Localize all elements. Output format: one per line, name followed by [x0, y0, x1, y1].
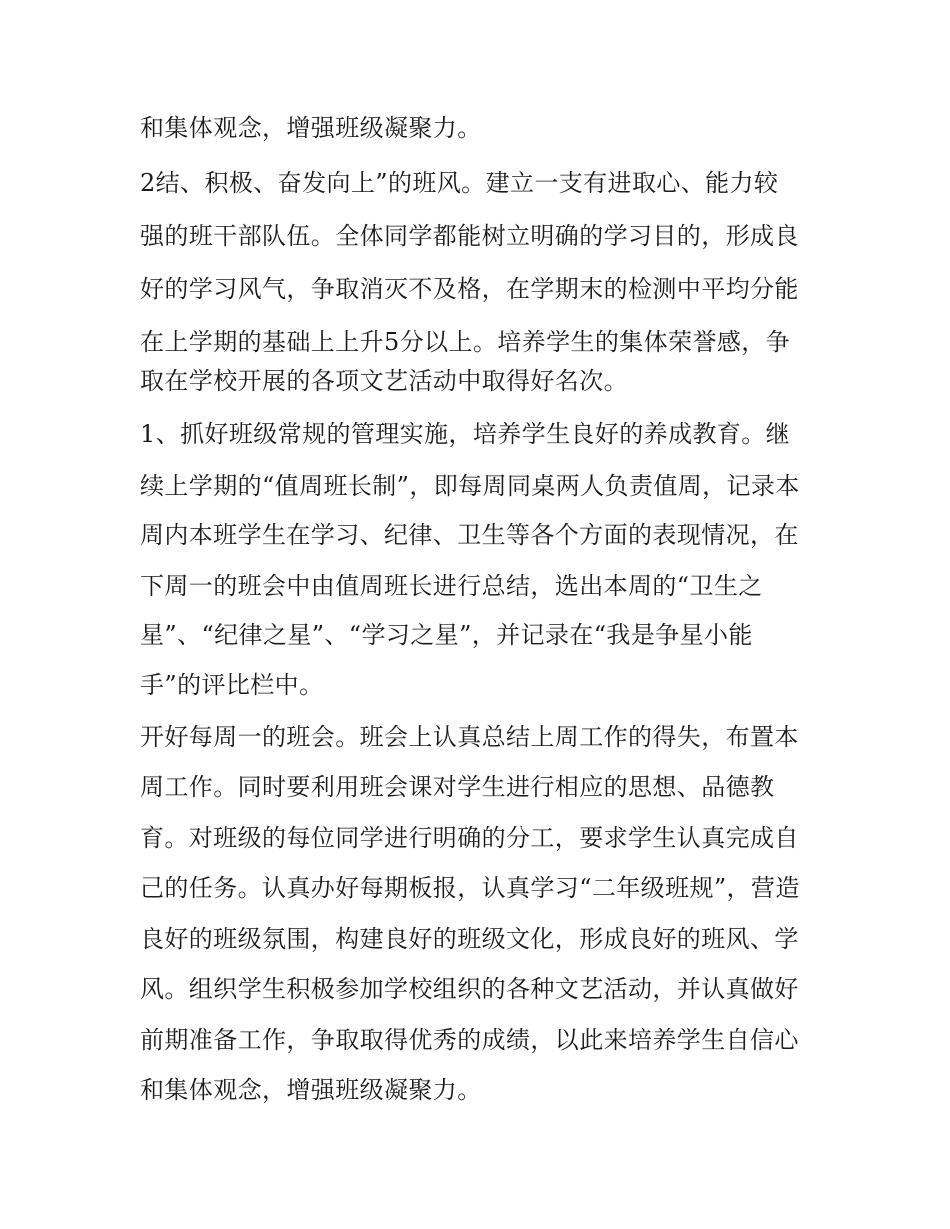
text-line: 前期准备工作，争取取得优秀的成绩，以此来培养学生自信心	[140, 1026, 799, 1054]
text-line: 己的任务。认真办好每期板报，认真学习“二年级班规”，营造	[140, 874, 800, 902]
text-line: 育。对班级的每位同学进行明确的分工，要求学生认真完成自	[140, 824, 799, 852]
text-line: 2结、积极、奋发向上”的班风。建立一支有进取心、能力较	[140, 169, 779, 197]
text-line: 手”的评比栏中。	[140, 671, 324, 699]
text-line: 风。组织学生积极参加学校组织的各种文艺活动，并认真做好	[140, 975, 799, 1003]
text-line: 和集体观念，增强班级凝聚力。	[140, 1076, 482, 1104]
text-line: 取在学校开展的各项文艺活动中取得好名次。	[140, 367, 628, 395]
text-line: 周工作。同时要利用班会课对学生进行相应的思想、品德教	[140, 773, 775, 801]
text-line: 和集体观念，增强班级凝聚力。	[140, 114, 482, 142]
text-line: 良好的班级氛围，构建良好的班级文化，形成良好的班风、学	[140, 925, 799, 953]
text-line: 星”、“纪律之星”、“学习之星”，并记录在“我是争星小能	[140, 621, 753, 649]
text-line: 下周一的班会中由值周班长进行总结，选出本周的“卫生之	[140, 572, 763, 600]
text-line: 周内本班学生在学习、纪律、卫生等各个方面的表现情况，在	[140, 521, 799, 549]
text-line: 开好每周一的班会。班会上认真总结上周工作的得失，布置本	[140, 723, 799, 751]
text-line: 强的班干部队伍。全体同学都能树立明确的学习目的，形成良	[140, 222, 799, 250]
text-line: 续上学期的“值周班长制”，即每周同桌两人负责值周，记录本	[140, 472, 800, 500]
text-line: 在上学期的基础上上升5分以上。培养学生的集体荣誉感，争	[140, 328, 791, 356]
text-line: 好的学习风气，争取消灭不及格，在学期末的检测中平均分能	[140, 275, 799, 303]
text-line: 1、抓好班级常规的管理实施，培养学生良好的养成教育。继	[140, 420, 791, 448]
